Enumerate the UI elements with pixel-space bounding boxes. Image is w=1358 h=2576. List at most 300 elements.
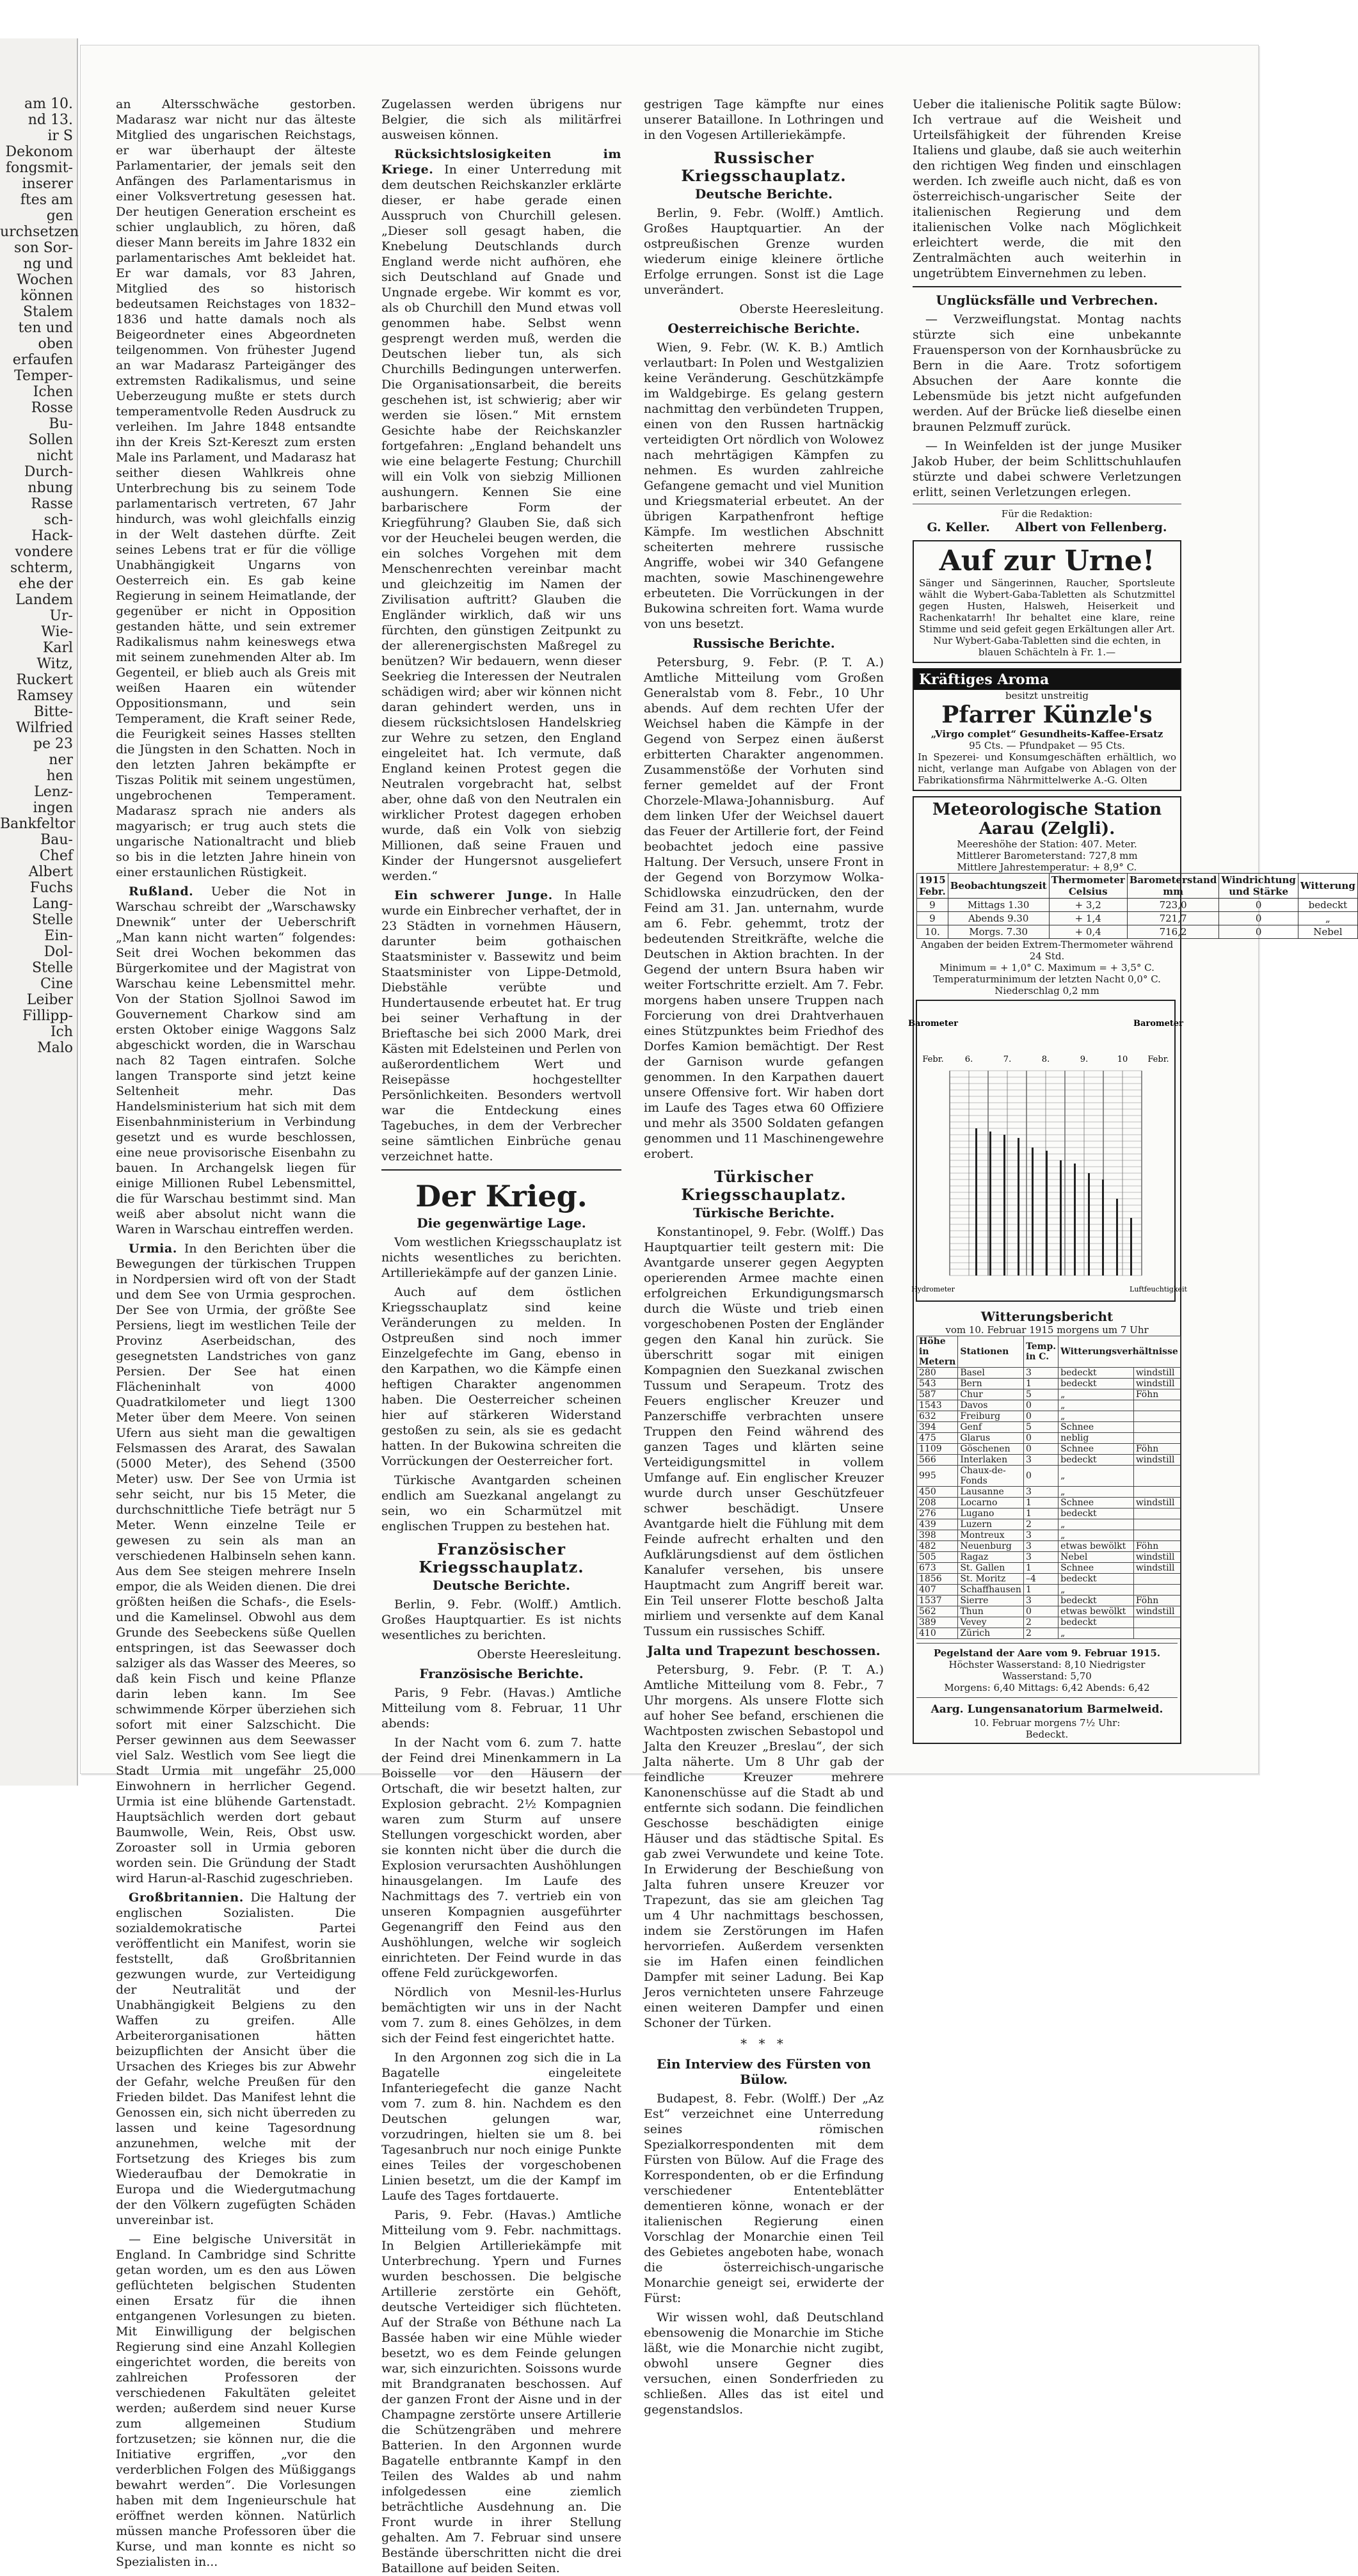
ad-note: Nur Wybert-Gaba-Tabletten sind die echten, in blauen Schächteln à Fr. 1.— (933, 635, 1161, 658)
baro-foot-right: Luftfeuchtigkeit (1130, 1285, 1187, 1293)
table-cell: 450 (917, 1487, 958, 1498)
margin-fragment: hen (46, 768, 73, 784)
paragraph: Türkische Avantgarden scheinen endlich am Suezkanal angelangt zu sein, wo ein Scharmützel mit englischen Truppen zu bestehen hat. (381, 1473, 621, 1533)
column-1 (116, 97, 356, 2569)
table-cell: 398 (917, 1530, 958, 1541)
baro-label-left: Barometer (907, 1019, 959, 1028)
margin-fragment: Sollen (28, 432, 73, 448)
article-paragraph (381, 97, 621, 143)
margin-fragment: Lenz- (34, 784, 73, 800)
margin-fragment: Rosse (31, 400, 73, 416)
paragraph: Berlin, 9. Febr. (Wolff.) Amtlich. Großes Hauptquartier. Es ist nichts wesentliches zu berichten. (381, 1597, 621, 1642)
table-cell: 3 (1023, 1552, 1058, 1563)
table-row (917, 1422, 1181, 1433)
baro-bar (1046, 1151, 1048, 1276)
margin-fragment: Ein- (44, 928, 73, 944)
table-cell: bedeckt (1058, 1617, 1134, 1628)
table-cell: windstill (1133, 1368, 1180, 1379)
paragraph: Petersburg, 9. Febr. (P. T. A.) Amtliche Mitteilung vom 8. Febr., 7 Uhr morgens. Als unsere Flotte sich auf hoher See befand, erschienen die Wachtposten zwischen Sebastopol und Jalta den Kreuzer „Breslau“, der sich Jalta näherte. Um 8 Uhr gab der feindliche Kreuzer mehrere Kanonenschüsse auf die Stadt ab und entfernte sich sodann. Die feindlichen Geschosse beschädigten einige Häuser und das städtische Spital. Es gab zwei Verwundete und keine Tote. In Erwiderung der Beschießung von Jalta fuhren unsere Kreuzer vor Trapezunt, das sie am gleichen Tag um 4 Uhr nachmittags beschossen, indem sie Zerstörungen im Hafen hervorriefen. Außerdem versenkten sie im Hafen einen feindlichen Dampfer mit seiner Ladung. Bei Kap Jeros vernichteten unsere Fahrzeuge einen weiteren Dampfer und einen Schoner der Türken. (644, 1663, 884, 2030)
table-cell: „ (1058, 1585, 1134, 1596)
table-cell: windstill (1133, 1498, 1180, 1508)
table-cell: Glarus (958, 1433, 1024, 1444)
table-header: Windrichtung und Stärke (1219, 874, 1298, 899)
table-cell: bedeckt (1058, 1379, 1134, 1389)
table-cell: Vevey (958, 1617, 1024, 1628)
article-text: Ueber die Not in Warschau schreibt der „Warschawsky Dnewnik“ unter der Ueberschrift „Man kann nicht warten“ folgendes: Seit drei Wochen bekommen das Bürgerkomitee und der Magistrat von Warschau keine Lebensmittel mehr. Von der Station Sjollnoi Sawod im Gouvernement Charkow sind am ersten Oktober einige Waggons Salz abgeschickt worden, die in Warschau nach 82 Tagen eintrafen. Solche langen Transporte sind jetzt keine Seltenheit mehr. Das Handelsministerium hat sich mit dem Eisenbahnministerium in Verbindung gesetzt und es wurde beschlossen, eine neue provisorische Eisenbahn zu bauen. In Archangelsk liegen für einige Millionen Rubel Lebensmittel, die für Warschau bestimmt sind. Man weiß aber absolut nicht wann die Waren in Warschau eintreffen werden. (116, 884, 356, 1236)
ad-product-line: „Virgo complet“ Gesundheits-Kaffee-Ersatz (931, 728, 1163, 740)
paragraph: In der Nacht vom 6. zum 7. hatte der Feind drei Minenkammern in La Boisselle vor den Häusern der Ortschaft, die wir besetzt halten, zur Explosion gebracht. 2½ Kompagnien waren zum Sturm auf unsere Stellungen vorgeschickt worden, aber sie konnten nicht über die durch die Explosion verursachten Aushöhlungen hinausgelangen. Im Laufe des Nachmittags des 7. vertrieb ein von unseren Kompagnien ausgeführter Gegenangriff den Feind aus den Aushöhlungen, welche wir sogleich einrichteten. Der Feind wurde in das offene Feld zurückgeworfen. (381, 1736, 621, 1980)
river-level-readings: Morgens: 6,40 Mittags: 6,42 Abends: 6,42 (944, 1682, 1150, 1693)
russian-front-heading: Russischer Kriegsschauplatz. (681, 148, 847, 185)
table-cell: 543 (917, 1379, 958, 1389)
table-row (917, 899, 1358, 912)
table-cell: 5 (1023, 1389, 1058, 1400)
table-row (917, 1498, 1181, 1508)
table-cell: Morgs. 7.30 (948, 925, 1049, 939)
baro-bar (1088, 1173, 1090, 1276)
margin-fragment: oben (38, 336, 73, 352)
article-text: an Altersschwäche gestorben. Madarasz war nicht nur das älteste Mitglied des ungarischen Reichstags, er war überhaupt der älteste Parlamentarier, der jemals seit den Anfängen des Parlamentarismus in einer Volksvertretung gesessen hat. Der heutigen Generation erscheint es schier unglaublich, zu hören, daß dieser Mann bereits im Jahre 1832 ein parlamentarisches Amt bekleidet hat. Er war damals, vor 83 Jahren, Mitglied des so historisch bedeutsamen Reichstages von 1832–1836 und hatte damals noch als Beigeordneter eines Abgeordneten teilgenommen. Von frühester Jugend an war Madarasz Parteigänger des extremsten Radikalismus, und seine Ueberzeugung mußte er stets durch temperamentvolle Reden Ausdruck zu verleihen. Im Jahre 1848 entsandte ihn der Kreis Szt-Kereszt zum ersten Male ins Parlament, und Madarasz hat seither diesen Wahlkreis ohne Unterbrechung bis zu seinem Tode parlamentarisch vertreten, 67 Jahr hindurch, was wohl gleichfalls einzig in der Welt dastehen dürfte. Zeit seines Lebens trat er für die völlige Unabhängigkeit Ungarns von Oesterreich ein. Es gab keine Regierung in seinem Heimatlande, der gegenüber er nicht in Opposition gestanden hätte, und sein extremer Radikalismus nahm keineswegs etwa mit seinem zunehmenden Alter ab. Im Gegenteil, er blieb auch als Greis mit weißen Haaren ein wütender Oppositionsmann, und sein Temperament, die Kraft seiner Rede, die Feurigkeit seines Hasses stellten die Jüngsten in den Schatten. Noch in den letzten Jahren bekämpfte er Tiszas Politik mit seinem ungestümen, ungebrochenen Temperament. Madarasz sprach nie anders als magyarisch; er trug auch stets die ungarische Nationaltracht und blieb so bis in die letzten Jahre hinein von einer erstaunlichen Rüstigkeit. (116, 97, 356, 879)
editorial-label: Für die Redaktion: (1001, 508, 1093, 520)
table-cell: 3 (1023, 1541, 1058, 1552)
margin-fragment: fongsmit- (5, 160, 73, 176)
table-cell: „ (1058, 1466, 1134, 1487)
table-cell: Nebel (1058, 1552, 1134, 1563)
table-cell: 1543 (917, 1400, 958, 1411)
table-row (917, 1400, 1181, 1411)
article-text: — Eine belgische Universität in England. In Cambridge sind Schritte getan worden, um es den aus Löwen geflüchteten belgischen Studenten einen Ersatz für die ihnen entgangenen Vorlesungen zu bieten. Mit Einwilligung der belgischen Regierung sind eine Anzahl Kollegien eingerichtet worden, die bereits von zahlreichen Professoren der verschiedenen Fakultäten geleitet werden; außerdem sind neuer Kurse zum allgemeinen Studium fortzusetzen; sie können nur, die die Initiative ergriffen, „vor den verderblichen Folgen des Müßiggangs bewahrt werden“. Die Vorlesungen haben mit dem Ingenieurschule hat eröffnet werden können. Natürlich müssen manche Professoren über die Kurse, und man konnte es nicht so Spezialisten in... (116, 2232, 356, 2569)
table-cell: „ (1058, 1389, 1134, 1400)
extreme-note: Minimum = + 1,0° C. Maximum = + 3,5° C. (939, 962, 1154, 973)
table-cell: 3 (1023, 1368, 1058, 1379)
table-cell: Föhn (1133, 1596, 1180, 1606)
margin-fragment: Lang- (32, 896, 73, 912)
table-cell: Ragaz (958, 1552, 1024, 1563)
table-row (917, 1368, 1181, 1379)
russian-reports-heading: Russische Berichte. (692, 636, 835, 651)
ad-sub: besitzt unstreitig (1005, 690, 1089, 701)
article-paragraph (116, 884, 356, 1237)
table-cell: Schnee (1058, 1563, 1134, 1574)
table-cell: 562 (917, 1606, 958, 1617)
margin-fragment: Fillipp- (22, 1008, 73, 1024)
baro-bar (1102, 1180, 1104, 1276)
table-cell: „ (1058, 1400, 1134, 1411)
table-cell: 280 (917, 1368, 958, 1379)
article-paragraph (116, 2232, 356, 2570)
table-cell: Göschenen (958, 1444, 1024, 1455)
table-cell: Chur (958, 1389, 1024, 1400)
table-cell: 10. (917, 925, 948, 939)
river-level-extremes: Höchster Wasserstand: 8,10 Niedrigster Wasserstand: 5,70 (948, 1659, 1146, 1682)
section-rule (913, 286, 1181, 287)
table-cell: 1 (1023, 1508, 1058, 1519)
table-header: Witterungsverhältnisse (1058, 1336, 1181, 1368)
baro-foot-left: Hydrometer (911, 1285, 955, 1293)
section-rule (381, 1169, 621, 1171)
table-cell: etwas bewölkt (1058, 1606, 1134, 1617)
table-cell: 3 (1023, 1455, 1058, 1466)
table-cell: 587 (917, 1389, 958, 1400)
margin-fragment: Cine (40, 976, 73, 992)
table-cell (1133, 1466, 1180, 1487)
paragraph: — Verzweiflungstat. Montag nachts stürzte sich eine unbekannte Frauensperson von der Kornhausbrücke zu Bern in die Aare. Trotz sofortigem Absuchen der Aare konnte die Lebensmüde bis jetzt nicht aufgefunden werden. Auf der Brücke ließ dieselbe einen braunen Pelzmuff zurück. (913, 312, 1181, 434)
table-header: 1915 Febr. (917, 874, 948, 899)
margin-fragment: Durch- (24, 464, 73, 480)
table-row (917, 1606, 1181, 1617)
table-cell: 1 (1023, 1585, 1058, 1596)
austrian-reports-heading: Oesterreichische Berichte. (667, 321, 860, 336)
margin-fragment: Ruckert (16, 672, 73, 688)
margin-fragment: Dekonom (5, 144, 73, 160)
table-cell: etwas bewölkt (1058, 1541, 1134, 1552)
previous-page-margin (0, 38, 78, 1786)
table-cell: „ (1298, 912, 1357, 925)
table-cell: windstill (1133, 1379, 1180, 1389)
table-header: Stationen (958, 1336, 1024, 1368)
baro-day-label: 7. (1003, 1055, 1012, 1064)
table-row (917, 1411, 1181, 1422)
table-cell: 0 (1023, 1433, 1058, 1444)
margin-fragment: gen (46, 208, 73, 224)
table-cell: Föhn (1133, 1541, 1180, 1552)
table-cell: 439 (917, 1519, 958, 1530)
table-cell: bedeckt (1058, 1455, 1134, 1466)
table-cell: bedeckt (1058, 1508, 1134, 1519)
table-cell: Abends 9.30 (948, 912, 1049, 925)
table-cell: Zürich (958, 1628, 1024, 1639)
table-cell: Föhn (1133, 1444, 1180, 1455)
signature: Oberste Heeresleitung. (739, 302, 884, 316)
table-cell: „ (1058, 1628, 1134, 1639)
margin-fragment: ir S (47, 128, 73, 144)
table-cell: Davos (958, 1400, 1024, 1411)
margin-fragment: Dol- (44, 944, 73, 960)
french-reports-heading: Französische Berichte. (419, 1666, 584, 1681)
table-cell: 3 (1023, 1487, 1058, 1498)
paragraph: Nördlich von Mesnil-les-Hurlus bemächtigten wir uns in der Nacht vom 7. zum 8. eines Gehölzes, in dem sich der Feind fest eingerichtet hatte. (381, 1985, 621, 2045)
margin-fragment: ner (49, 752, 73, 768)
ad-wybert-gaba (913, 540, 1181, 663)
table-cell: –4 (1023, 1574, 1058, 1585)
table-cell: windstill (1133, 1455, 1180, 1466)
margin-fragment: nicht (36, 448, 73, 464)
table-cell: Bern (958, 1379, 1024, 1389)
table-row (917, 1574, 1181, 1585)
margin-fragment: Ichen (33, 384, 73, 400)
table-cell (1133, 1487, 1180, 1498)
table-cell: 2 (1023, 1628, 1058, 1639)
paragraph: Konstantinopel, 9. Febr. (Wolff.) Das Hauptquartier teilt gestern mit: Die Avantgarde unserer gegen Aegypten operierenden Armee machte einen erfolgreichen Erkundigungsmarsch durch die Wüste und trieb einen vorgeschobenen Posten der Engländer gegen den Kanal hin zurück. Sie überschritt sogar mit einigen Kompagnien den Suezkanal zwischen Tussum und Serapeum. Trotz des Feuers englischer Kreuzer und Panzerschiffe verbrachten unsere Truppen den Feind während des ganzen Tages und klärten seine Verteidigungsmittel in vollem Umfange auf. Ein englischer Kreuzer wurde durch unser Geschützfeuer schwer beschädigt. Unsere Avantgarde hielt die Fühlung mit dem Feinde aufrecht erhalten und den Aufklärungsdienst auf dem östlichen Kanalufer versehen, bis unsere Hauptmacht zum Angriff bereit war. Ein Teil unserer Flotte beschoß Jalta mirliem und versenkte auf dem Kanal Tussum ein russisches Schiff. (644, 1225, 884, 1638)
table-cell (1133, 1519, 1180, 1530)
table-header: Höhe in Metern (917, 1336, 958, 1368)
table-cell (1133, 1530, 1180, 1541)
station-info-line: Mittlerer Barometerstand: 727,8 mm (956, 850, 1138, 861)
article-paragraph (116, 97, 356, 880)
table-row (917, 1519, 1181, 1530)
baro-month-right: Febr. (1147, 1055, 1169, 1064)
weather-report-sub: vom 10. Februar 1915 morgens um 7 Uhr (945, 1324, 1149, 1336)
table-cell: 0 (1023, 1400, 1058, 1411)
table-cell: 0 (1219, 925, 1298, 939)
margin-fragment: am 10. (24, 96, 73, 112)
table-cell: Schnee (1058, 1498, 1134, 1508)
margin-fragment: Albert (28, 864, 73, 880)
war-headline: Der Krieg. (415, 1179, 587, 1213)
table-cell: „ (1058, 1519, 1134, 1530)
table-cell: Thun (958, 1606, 1024, 1617)
margin-fragment: Rasse (31, 496, 73, 512)
margin-fragment: Temper- (14, 368, 73, 384)
baro-bar (1003, 1135, 1005, 1276)
table-cell: 1537 (917, 1596, 958, 1606)
table-row (917, 1487, 1181, 1498)
table-cell: 1 (1023, 1498, 1058, 1508)
table-row (917, 1444, 1181, 1455)
article-text: Zugelassen werden übrigens nur Belgier, die sich als militärfrei ausweisen können. (381, 97, 621, 142)
baro-bar (1130, 1218, 1132, 1276)
margin-fragment: Chef (39, 848, 73, 864)
margin-fragment: Bu- (49, 416, 73, 432)
margin-fragment: Landem (15, 592, 73, 608)
table-cell: + 3,2 (1049, 899, 1127, 912)
margin-fragment: ng und (23, 256, 73, 272)
station-info-line: Mittlere Jahrestemperatur: + 8,9° C. (957, 861, 1137, 873)
baro-month-left: Febr. (922, 1055, 944, 1064)
table-cell: St. Moritz (958, 1574, 1024, 1585)
margin-fragment: son Sor- (14, 240, 73, 256)
table-row (917, 1541, 1181, 1552)
ad-headline: Auf zur Urne! (939, 545, 1155, 577)
table-cell (1133, 1574, 1180, 1585)
paragraph: Paris, 9 Febr. (Havas.) Amtliche Mitteilung vom 8. Februar, 11 Uhr abends: (381, 1686, 621, 1731)
margin-fragment: ingen (33, 800, 73, 816)
table-cell: 389 (917, 1617, 958, 1628)
baro-day-label: 10 (1117, 1055, 1128, 1064)
table-row (917, 1628, 1181, 1639)
baro-day-label: 6. (964, 1055, 973, 1064)
weather-report-title: Witterungsbericht (980, 1309, 1114, 1324)
table-row (917, 1552, 1181, 1563)
table-cell: 407 (917, 1585, 958, 1596)
table-row (917, 1617, 1181, 1628)
baro-bar (1060, 1160, 1062, 1276)
margin-fragment: Wilfried (15, 720, 73, 736)
sanatorium-title: Aarg. Lungensanatorium Barmelweid. (931, 1703, 1163, 1716)
table-cell: Montreux (958, 1530, 1024, 1541)
table-cell: 566 (917, 1455, 958, 1466)
weather-report-table (916, 1336, 1181, 1639)
table-cell: 723,0 (1127, 899, 1219, 912)
table-row (917, 1563, 1181, 1574)
margin-fragment: sch- (44, 512, 73, 528)
margin-fragment: Wie- (41, 624, 73, 640)
table-cell: Chaux-de-Fonds (958, 1466, 1024, 1487)
table-cell: 394 (917, 1422, 958, 1433)
table-cell: bedeckt (1058, 1596, 1134, 1606)
article-lead: Rußland. (129, 884, 194, 899)
baro-bar (1032, 1148, 1034, 1276)
table-cell: 716,2 (1127, 925, 1219, 939)
paragraph: Budapest, 8. Febr. (Wolff.) Der „Az Est“ verzeichnet eine Unterredung seines römischen Spezialkorrespondenten mit dem Fürsten von Bülow. Auf die Frage des Korrespondenten, ob er die Erfindung verschiedener Ententeblätter dementieren könne, wonach er der italienischen Regierung einen Vorschlag der Monarchie einen Teil des Gebietes angeboten habe, wonach die österreichisch-ungarische Monarchie geneigt sei, erwiderte der Fürst: (644, 2092, 884, 2305)
table-header: Barometerstand mm (1127, 874, 1219, 899)
table-row (917, 1389, 1181, 1400)
paragraph: In den Argonnen zog sich die in La Bagatelle eingeleitete Infanteriegefecht die ganze Nacht vom 7. zum 8. hin. Nachdem es den Deutschen gelungen war, vorzudringen, hielten sie um 8. bei Tagesanbruch nur noch einige Punkte eines Teiles der vorgeschobenen Linien besetzt, um die der Kampf im Laufe des Tages fortdauerte. (381, 2051, 621, 2203)
editorial-names: G. Keller. Albert von Fellenberg. (927, 520, 1167, 534)
article-paragraph (381, 888, 621, 1164)
margin-fragment: Stelle (31, 912, 73, 928)
table-cell: bedeckt (1298, 899, 1357, 912)
table-cell: Freiburg (958, 1411, 1024, 1422)
table-cell (1133, 1400, 1180, 1411)
jalta-heading: Jalta und Trapezunt beschossen. (647, 1643, 881, 1658)
margin-fragment: erfaufen (12, 352, 73, 368)
baro-day-label: 8. (1041, 1055, 1050, 1064)
table-cell: Schnee (1058, 1422, 1134, 1433)
table-row (917, 925, 1358, 939)
margin-fragment: Malo (37, 1040, 73, 1056)
table-cell: Nebel (1298, 925, 1357, 939)
barometer-chart (907, 1000, 1187, 1301)
margin-fragment: Witz, (36, 656, 73, 672)
table-row (917, 1433, 1181, 1444)
margin-fragment: pe 23 (33, 736, 73, 752)
article-lead: Ein schwerer Junge. (394, 888, 553, 902)
extreme-note: Temperaturminimum der letzten Nacht 0,0° C. (933, 973, 1161, 985)
table-cell (1133, 1617, 1180, 1628)
extreme-note: Niederschlag 0,2 mm (995, 985, 1099, 996)
baro-bar (989, 1132, 991, 1276)
paragraph: Ueber die italienische Politik sagte Bülow: Ich vertraue auf die Weisheit und Urteilsfähigkeit der führenden Kreise Italiens und glaube, daß sie auch weiterhin den richtigen Weg finden und einschlagen werden. Ich zweifle auch nicht, daß es von österreichisch-ungarischer Seite der italienischen Regierung und dem italienischen Volke nach Möglichkeit erleichtert werde, die mit den Zentralmächten auch weiterhin in ungetrübtem Einvernehmen zu leben. (913, 97, 1181, 280)
table-cell: 9 (917, 912, 948, 925)
column-3 (644, 97, 884, 2417)
table-cell: 276 (917, 1508, 958, 1519)
margin-fragment: Fuchs (29, 880, 73, 896)
table-cell (1133, 1628, 1180, 1639)
table-cell: bedeckt (1058, 1574, 1134, 1585)
margin-fragment: vondere (15, 544, 73, 560)
baro-bar (1116, 1199, 1118, 1276)
accidents-heading: Unglücksfälle und Verbrechen. (936, 292, 1158, 308)
table-cell: 2 (1023, 1617, 1058, 1628)
table-cell: 1 (1023, 1379, 1058, 1389)
table-cell: St. Gallen (958, 1563, 1024, 1574)
table-cell (1133, 1422, 1180, 1433)
margin-fragment: Stalem (23, 304, 73, 320)
french-front-heading: Französischer Kriegsschauplatz. (419, 1540, 584, 1576)
table-cell: Luzern (958, 1519, 1024, 1530)
margin-fragment: Ramsey (17, 688, 73, 704)
column-2 (381, 97, 621, 2575)
table-cell: 482 (917, 1541, 958, 1552)
table-cell: 9 (917, 899, 948, 912)
table-cell: 1 (1023, 1563, 1058, 1574)
table-cell: Schaffhausen (958, 1585, 1024, 1596)
table-cell: Mittags 1.30 (948, 899, 1049, 912)
margin-fragment: Karl (42, 640, 73, 656)
table-header: Thermometer Celsius (1049, 874, 1127, 899)
table-cell: 208 (917, 1498, 958, 1508)
weather-station-box (907, 796, 1355, 1744)
table-cell: 1109 (917, 1444, 958, 1455)
table-row (917, 912, 1358, 925)
paragraph: Vom westlichen Kriegsschauplatz ist nichts wesentliches zu berichten. Artilleriekämpfe auf der ganzen Linie. (381, 1235, 621, 1280)
article-lead: Rücksichtslosigkeiten im Kriege. (381, 147, 621, 177)
article-paragraph (381, 147, 621, 884)
table-cell: 0 (1023, 1606, 1058, 1617)
table-cell: 632 (917, 1411, 958, 1422)
table-cell: Neuenburg (958, 1541, 1024, 1552)
table-cell: Genf (958, 1422, 1024, 1433)
baro-day-label: 9. (1080, 1055, 1089, 1064)
paragraph: Paris, 9. Febr. (Havas.) Amtliche Mitteilung vom 9. Febr. nachmittags. In Belgien Artilleriekämpfe mit Unterbrechung. Ypern und Furnes wurden beschossen. Die belgische Artillerie zerstörte ein Gehöft, deutsche Verteidiger sich flüchteten. Auf der Straße von Béthune nach La Bassée haben wir eine Mühle wieder besetzt, wo es dem Feinde gelungen war, sich einzurichten. Soissons wurde mit Brandgranaten beschossen. Auf der ganzen Front der Aisne und in der Champagne zerstörte unsere Artillerie die Schützengräben und mehrere Batterien. In den Argonnen wurde Bagatelle entbrannte Kampf in den Teilen des Waldes ab und nahm infolgedessen eine ziemlich beträchtliche Ausdehnung an. Die Front wurde in ihrer Stellung gehalten. Am 7. Februar sind unsere Bestände überschritten nicht die drei Bataillone auf beiden Seiten. (381, 2208, 621, 2575)
table-cell: Schnee (1058, 1444, 1134, 1455)
weather-observation-table (916, 873, 1358, 939)
article-text: In Halle wurde ein Einbrecher verhaftet, der in 23 Städten in vornehmen Häusern, darunter beim gothaischen Staatsminister v. Bassewitz und beim Staatsminister von Lippe-Detmold, Diebstähle verübte und Hundertausende erbeutet hat. Er trug bei seiner Verhaftung in der Brieftasche bei sich 2000 Mark, drei Kästen mit Edelsteinen und Perlen von außerordentlichem Wert und Reisepässe hochgestellter Persönlichkeiten. Besonders wertvoll war die Entdeckung eines Tagebuches, in dem der Verbrecher seine sämtlichen Einbrüche genau verzeichnet hatte. (381, 888, 621, 1164)
paragraph: Auch auf dem östlichen Kriegsschauplatz sind keine Veränderungen zu melden. In Ostpreußen sind noch immer Einzelgefechte im Gang, ebenso in den Karpathen, wo die Kämpfe einen heftigen Charakter angenommen haben. Die Oesterreicher scheinen hier auf stärkeren Widerstand gestoßen zu sein, als sie es gedacht hatten. In der Bukowina schreiten die Vorrückungen der Oesterreicher fort. (381, 1285, 621, 1468)
extreme-note: Angaben der beiden Extrem-Thermometer während 24 Std. (920, 939, 1174, 962)
baro-bar (1018, 1138, 1019, 1276)
table-cell: 3 (1023, 1530, 1058, 1541)
weather-station-title: Meteorologische Station Aarau (Zelgli). (932, 800, 1162, 838)
margin-fragment: inserer (22, 176, 73, 192)
table-cell: „ (1058, 1487, 1134, 1498)
paragraph: Berlin, 9. Febr. (Wolff.) Amtlich. Großes Hauptquartier. An der ostpreußischen Grenze wurden wiederum einige kleinere örtliche Erfolge errungen. Sonst ist die Lage unverändert. (644, 206, 884, 297)
ad-brand: Pfarrer Künzle's (941, 701, 1153, 728)
ad-kuenzle-coffee (913, 668, 1181, 791)
margin-fragment: Leiber (26, 992, 73, 1008)
table-cell: windstill (1133, 1552, 1180, 1563)
margin-fragment: ten und (18, 320, 73, 336)
table-row (917, 1585, 1181, 1596)
table-cell: 721,7 (1127, 912, 1219, 925)
table-cell: 0 (1023, 1444, 1058, 1455)
sanatorium-time: 10. Februar morgens 7½ Uhr: (973, 1717, 1121, 1729)
table-cell (1133, 1433, 1180, 1444)
paragraph: gestrigen Tage kämpfte nur eines unserer Bataillone. In Lothringen und in den Vogesen Artilleriekämpfe. (644, 97, 884, 142)
margin-fragment: Ur- (49, 608, 73, 624)
german-reports-heading: Deutsche Berichte. (433, 1578, 570, 1593)
margin-fragment: urchsetzen (0, 224, 79, 240)
article-paragraph (116, 1890, 356, 2228)
table-cell: „ (1058, 1411, 1134, 1422)
margin-fragment: Stelle (31, 960, 73, 976)
ad-price: 95 Cts. — Pfundpaket — 95 Cts. (969, 740, 1125, 751)
table-cell: Locarno (958, 1498, 1024, 1508)
ad-text: Sänger und Sängerinnen, Raucher, Sportsleute wählt die Wybert-Gaba-Tabletten als Schutzmittel gegen Husten, Halsweh, Heiserkeit und Rachenkatarrh! Ihr behaltet eine klare, reine Stimme und seid gefeit gegen Erkältungen aller Art. (919, 577, 1175, 635)
table-cell: 0 (1219, 899, 1298, 912)
divider (916, 1697, 1178, 1698)
table-row (917, 1530, 1181, 1541)
table-row (917, 1466, 1181, 1487)
baro-label-right: Barometer (1133, 1019, 1184, 1028)
table-cell: 2 (1023, 1519, 1058, 1530)
article-text: Die Haltung der englischen Sozialisten. Die sozialdemokratische Partei veröffentlicht ein Manifest, worin sie feststellt, daß Großbritannien gezwungen wurde, zur Verteidigung der Neutralität und der Unabhängigkeit Belgiens zu den Waffen zu greifen. Alle Arbeiterorganisationen hätten beizupflichten der Ansicht über die Ursachen des Krieges bis zur Abwehr der Gefahr, welche Preußen für den Frieden bildet. Das Manifest lehnt die Genossen ein, sich nicht überreden zu lassen und keine Tagesordnung anzunehmen, welche mit der Fortsetzung des Krieges bis zum Wiederaufbau der Demokratie in Europa und die Wiedergutmachung der den Völkern zugefügten Schäden unvereinbar ist. (116, 1891, 356, 2227)
table-cell: bedeckt (1058, 1368, 1134, 1379)
table-row (917, 1596, 1181, 1606)
article-lead: Urmia. (129, 1242, 177, 1256)
margin-fragment: ftes am (20, 192, 73, 208)
table-cell: 673 (917, 1563, 958, 1574)
table-cell: 0 (1023, 1466, 1058, 1487)
divider (916, 1643, 1178, 1644)
table-cell: neblig (1058, 1433, 1134, 1444)
paragraph: Wien, 9. Febr. (W. K. B.) Amtlich verlautbart: In Polen und Westgalizien keine Veränderung. Geschützkämpfe im Waldgebirge. Es gelang gestern nachmittag den verbündeten Truppen, einen von den Russen hartnäckig verteidigten Ort nördlich von Wolowez nach mehrtägigen Kämpfen zu nehmen. Es wurden zahlreiche Gefangene gemacht und viel Munition und Kriegsmaterial erbeutet. An der übrigen Karpathenfront heftige Kämpfe. Im westlichen Abschnitt scheiterten mehrere russische Angriffe, wobei wir 340 Gefangene machten, sowie Maschinengewehre erbeuteten. Die Vorrückungen in der Bukowina schreiten fort. Wama wurde von uns besetzt. (644, 340, 884, 631)
table-cell: Föhn (1133, 1389, 1180, 1400)
table-cell: 3 (1023, 1596, 1058, 1606)
signature: Oberste Heeresleitung. (477, 1647, 621, 1661)
paragraph: — In Weinfelden ist der junge Musiker Jakob Huber, der beim Schlittschuhlaufen stürzte und dabei schwere Verletzungen erlitt, seinen Verletzungen erlegen. (913, 439, 1181, 499)
